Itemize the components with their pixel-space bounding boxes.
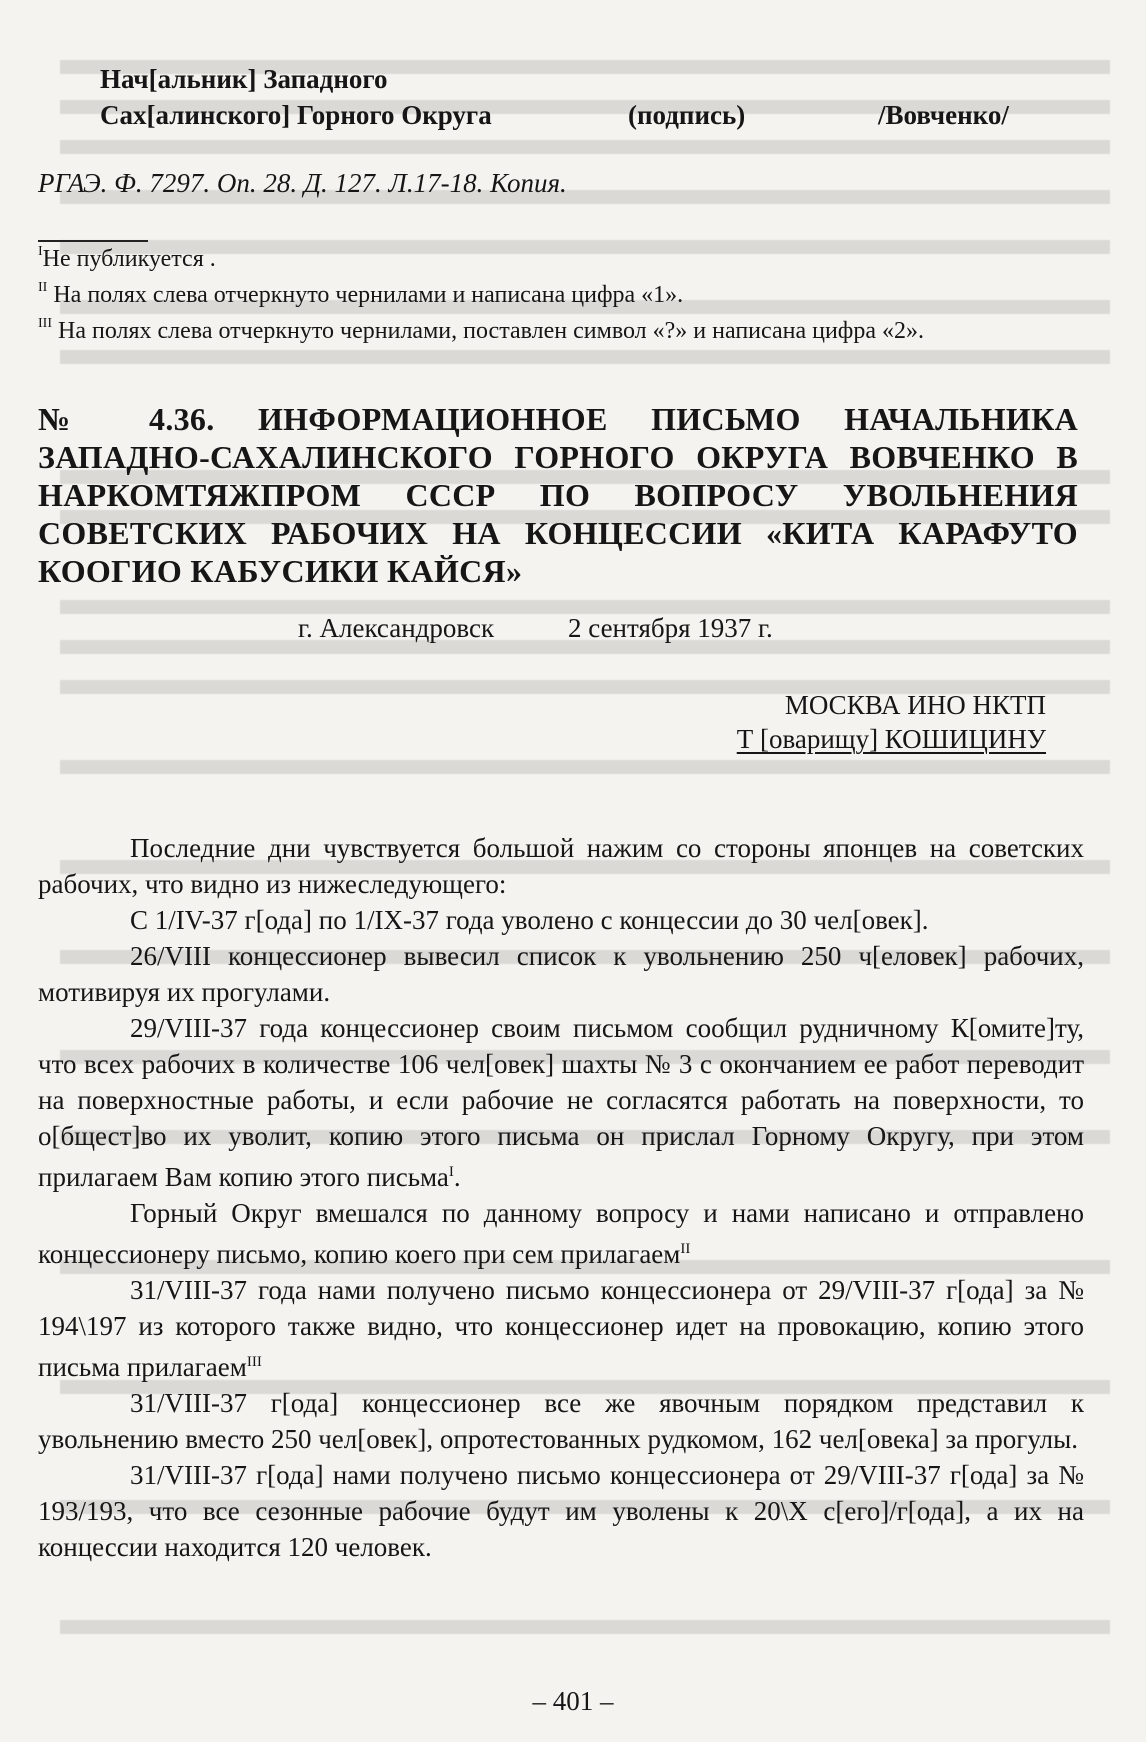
paragraph: 29/VIII-37 года концессионер своим письмом сообщил рудничному К[омите]ту, что всех рабочих в количестве 106 чел[овек] шахты № 3 с окончанием ее работ переводит на поверхностные работы, и если рабочие не согласятся работать на поверхности, то о[бщест]во их уволит, копию этого письма он прислал Горному Округу, при этом прилагаем Вам копию этого письма$^I$. xyxy=(38,1013,1084,1192)
addressee-line1: МОСКВА ИНО НКТП xyxy=(784,690,1046,720)
paragraph: 31/VIII-37 г[ода] концессионер все же явочным порядком представил к увольнению вместо 250 чел[овек], опротестованных рудкомом, 162 чел[овека] за прогулы. xyxy=(38,1388,1084,1454)
document-place: г. Александровск xyxy=(298,613,495,643)
footnote-3: $^{III}$ На полях слева отчеркнуто чернилами, поставлен символ «?» и написана цифра «2». xyxy=(38,316,924,344)
archival-source: РГАЭ. Ф. 7297. Оп. 28. Д. 127. Л.17-18. Копия. xyxy=(38,168,567,198)
page-number: – 401 – xyxy=(532,1686,614,1716)
signatory-name: /Вовченко/ xyxy=(878,100,1009,130)
paragraph: Последние дни чувствуется большой нажим со стороны японцев на советских рабочих, что видно из нижеследующего: xyxy=(38,833,1084,899)
document-date: 2 сентября 1937 г. xyxy=(568,613,773,643)
signature-position-line1: Нач[альник] Западного xyxy=(100,64,388,94)
signature-position-line2: Сах[алинского] Горного Округа xyxy=(100,100,492,130)
signature-mark: (подпись) xyxy=(628,100,746,130)
paragraph: С 1/IV-37 г[ода] по 1/IX-37 года уволено с концессии до 30 чел[овек]. xyxy=(130,905,929,935)
footnote-ref: III xyxy=(246,1354,262,1370)
paragraph: 26/VIII концессионер вывесил список к увольнению 250 ч[еловек] рабочих, мотивируя их прогулами. xyxy=(38,941,1084,1007)
footnote-2: $^{II}$ На полях слева отчеркнуто чернилами и написана цифра «1». xyxy=(38,280,684,308)
footnote-1: $^I$Не публикуется . xyxy=(38,244,216,272)
footnote-divider xyxy=(38,240,148,242)
footnote-ref: I xyxy=(448,1164,454,1180)
paragraph: 31/VIII-37 г[ода] нами получено письмо концессионера от 29/VIII-37 г[ода] за № 193/193, что все сезонные рабочие будут им уволены к 20\X с[его]/г[ода], а их на концессии находится 120 человек. xyxy=(38,1460,1084,1562)
footnote-ref: II xyxy=(680,1241,691,1257)
letter-body xyxy=(38,830,1084,1565)
paragraph: Горный Округ вмешался по данному вопросу и нами написано и отправлено концессионеру письмо, копию коего при сем прилагаем$^{II}$ xyxy=(38,1198,1084,1269)
addressee-line2: Т [оварищу] КОШИЦИНУ xyxy=(736,724,1046,754)
paragraph: 31/VIII-37 года нами получено письмо концессионера от 29/VIII-37 г[ода] за № 194\197 из которого также видно, что концессионер идет на провокацию, копию этого письма прилагаем$^{III}$ xyxy=(38,1275,1084,1382)
document-title: № 4.36. ИНФОРМАЦИОННОЕ ПИСЬМО НАЧАЛЬНИКА ЗАПАДНО-САХАЛИНСКОГО ГОРНОГО ОКРУГА ВОВЧЕНКО В НАРКОМТЯЖПРОМ СССР ПО ВОПРОСУ УВОЛЬНЕНИЯ СОВЕТСКИХ РАБОЧИХ НА КОНЦЕССИИ «КИТА КАРАФУТО КООГИО КАБУСИКИ КАЙСЯ» xyxy=(38,401,1078,589)
